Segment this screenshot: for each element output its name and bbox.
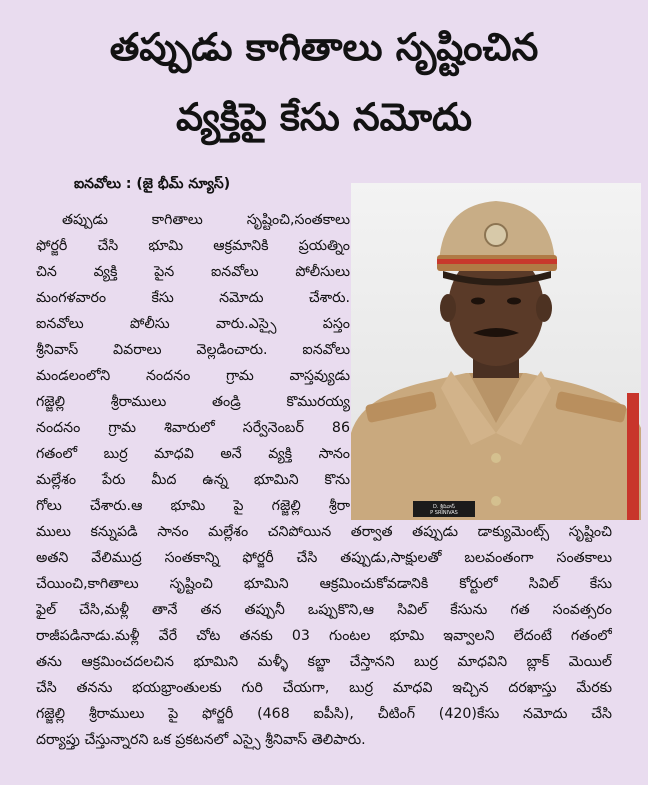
headline-line-2: వ్యక్తిపై కేసు నమోదు — [175, 95, 473, 139]
dateline: ఐనవోలు : (జై భీమ్ న్యూస్) — [74, 176, 231, 192]
body-line: శ్రీనివాస్ వివరాలు వెల్లడించారు. ఐనవోలు — [36, 342, 350, 358]
body-line: ఫోర్జరీ చేసి భూమి ఆక్రమానికి ప్రయత్నిం — [36, 238, 350, 254]
body-line: గతంలో బుర్ర మాధవి అనే వ్యక్తి సానం — [36, 446, 350, 462]
body-line: ఫైల్ చేసి,మళ్లీ తానే తన తప్పునీ ఒప్పుకొని,ఆ సివిల్ కేసును గత సంవత్సరం — [36, 602, 612, 618]
body-line: చేసి తనను భయభ్రాంతులకు గురి చేయగా, బుర్ర మాధవి ఇచ్చిన దరఖాస్తు మేరకు — [36, 680, 612, 696]
body-line: ఐనవోలు పోలీసు వారు.ఎస్సై పస్తం — [36, 316, 350, 332]
body-line: చిన వ్యక్తి పైన ఐనవోలు పోలీసులు — [36, 264, 350, 280]
body-line: మండలంలోని నందనం గ్రామ వాస్తవ్యుడు — [36, 368, 350, 384]
body-line: గోలు చేశారు.ఆ భూమి పై గజ్జెల్లి శ్రీరా — [36, 498, 350, 514]
body-line: ములు కన్నుపడి సానం మల్లేశం చనిపోయిన తర్వాత తప్పుడు డాక్యుమెంట్స్ సృష్టించి — [36, 524, 612, 540]
nameplate-line-2: P SRINIVAS — [430, 510, 458, 516]
body-line: మంగళవారం కేసు నమోదు చేశారు. — [36, 290, 350, 306]
body-line: తప్పుడు కాగితాలు సృష్టించి,సంతకాలు — [62, 212, 350, 228]
body-line: నందనం గ్రామ శివారులో సర్వేనెంబర్ 86 — [36, 420, 350, 436]
body-line: రాజీపడినాడు.మళ్లీ వేరే చోట తనకు 03 గుంటల భూమి ఇవ్వాలని లేదంటే గతంలో — [36, 628, 612, 644]
nameplate-line-1: D. శ్రీనివాస్ — [433, 504, 455, 510]
body-line: చేయించి,కాగితాలు సృష్టించి భూమిని ఆక్రమించుకోవడానికి కోర్టులో సివిల్ కేసు — [36, 576, 612, 592]
body-line: దర్యాప్తు చేస్తున్నారని ఒక ప్రకటనలో ఎస్సై శ్రీనివాస్ తెలిపారు. — [36, 732, 366, 748]
body-line: మల్లేశం పేరు మీద ఉన్న భూమిని కొను — [36, 472, 350, 488]
body-line: అతని వేలిముద్ర సంతకాన్ని ఫోర్జరీ చేసి తప్పుడు,సాక్షులతో బలవంతంగా సంతకాలు — [36, 550, 612, 566]
article-body — [36, 207, 616, 753]
headline-line-1: తప్పుడు కాగితాలు సృష్టించిన — [109, 25, 539, 69]
body-line: గజ్జెల్లి శ్రీరాములు తండ్రి కొమురయ్య — [36, 394, 350, 410]
body-line: గజ్జెల్లి శ్రీరాములు పై ఫోర్జరీ (468 ఐపీసి), చీటింగ్ (420)కేసు నమోదు చేసి — [36, 706, 612, 722]
body-line: తను ఆక్రమించదలచిన భూమిని మళ్ళీ కబ్జా చేస్తానని బుర్ర మాధవిని బ్లాక్ మెయిల్ — [36, 654, 612, 670]
